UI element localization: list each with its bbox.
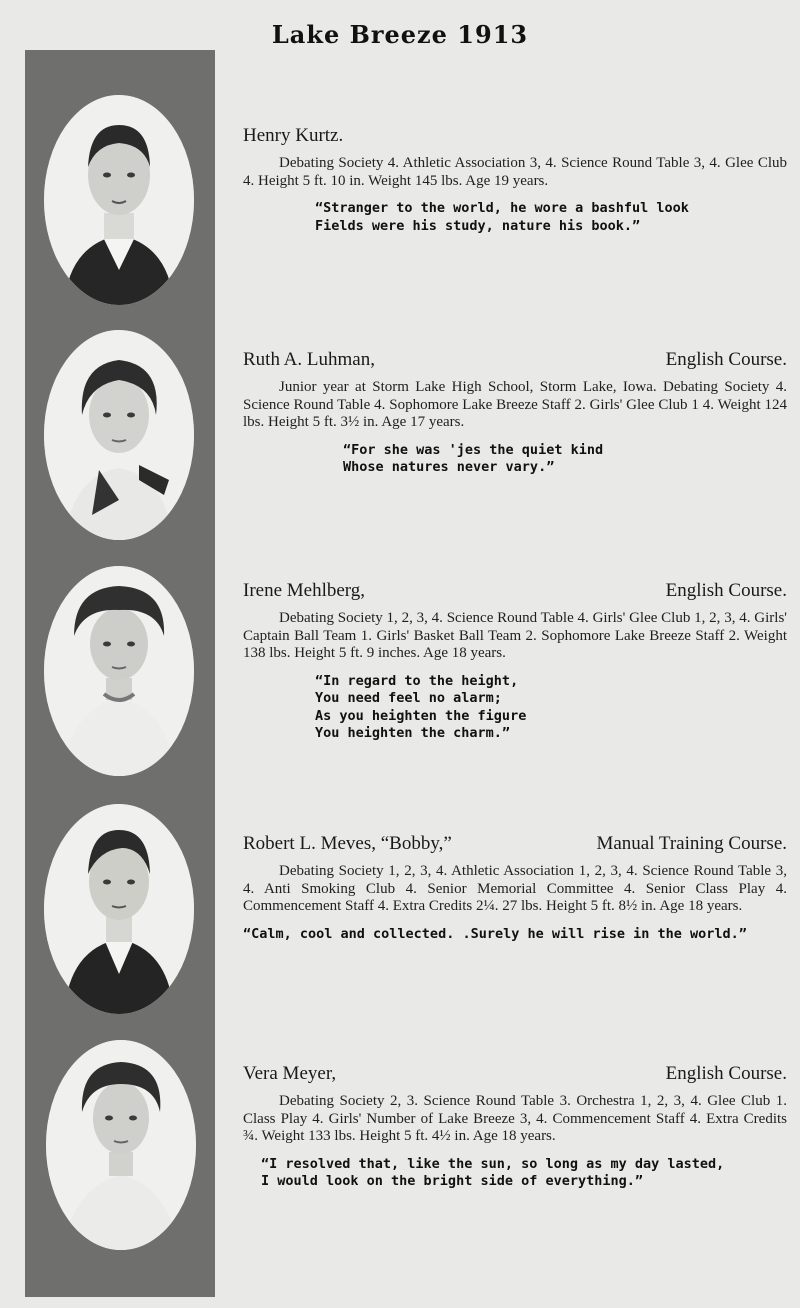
student-quote: “I resolved that, like the sun, so long as my day lasted, I would look on the bright side of everything.” — [261, 1155, 725, 1189]
page-header: Lake Breeze 1913 — [271, 20, 529, 49]
student-course: English Course. — [665, 349, 787, 370]
portrait-irene-mehlberg — [44, 566, 194, 776]
student-quote: “In regard to the height, You need feel no alarm; As you heighten the figure You heighten the charm.” — [315, 672, 527, 741]
portrait-ruth-luhman — [44, 330, 194, 540]
student-description: Debating Society 2, 3. Science Round Table 3. Orchestra 1, 2, 3, 4. Glee Club 1. Class Play 4. Girls' Number of Lake Breeze 3, 4. Commencement Staff 4. Extra Credits ¾. Weight 133 lbs. Height 5 ft. 4½ in. Age 18 years. — [243, 1093, 787, 1144]
portrait-robert-meves — [44, 804, 194, 1014]
entry-irene-mehlberg — [243, 580, 787, 743]
entry-robert-meves — [243, 833, 787, 943]
entry-ruth-luhman — [243, 349, 787, 477]
student-name: Irene Mehlberg, — [243, 580, 366, 601]
student-description: Debating Society 1, 2, 3, 4. Athletic Association 1, 2, 3, 4. Science Round Table 3, 4. Anti Smoking Club 4. Senior Memorial Committee 4. Senior Class Play 4. Commencement Staff 4. Extra Credits 2¼. 27 lbs. Height 5 ft. 8½ in. Age 18 years. — [243, 863, 787, 914]
man-portrait-icon — [44, 804, 194, 1014]
woman-portrait-icon — [46, 1040, 196, 1250]
student-name: Vera Meyer, — [243, 1063, 337, 1084]
name-row — [243, 1063, 787, 1085]
name-row — [243, 580, 787, 602]
student-description: Debating Society 1, 2, 3, 4. Science Round Table 4. Girls' Glee Club 1, 2, 3, 4. Girls' Captain Ball Team 1. Girls' Basket Ball Team 2. Sophomore Lake Breeze Staff 2. Weight 138 lbs. Height 5 ft. 9 inches. Age 18 years. — [243, 610, 787, 661]
student-name: Henry Kurtz. — [243, 125, 344, 146]
woman-portrait-icon — [44, 566, 194, 776]
portrait-vera-meyer — [46, 1040, 196, 1250]
student-name: Ruth A. Luhman, — [243, 349, 375, 370]
woman-portrait-icon — [44, 330, 194, 540]
man-portrait-icon — [44, 95, 194, 305]
student-description: Junior year at Storm Lake High School, Storm Lake, Iowa. Debating Society 4. Science Round Table 4. Sophomore Lake Breeze Staff 2. Girls' Glee Club 1 4. Weight 124 lbs. Height 5 ft. 3½ in. Age 17 years. — [243, 379, 787, 430]
entry-vera-meyer — [243, 1063, 787, 1191]
student-name: Robert L. Meves, “Bobby,” — [243, 833, 452, 854]
student-course: English Course. — [665, 580, 787, 601]
student-course: English Course. — [665, 1063, 787, 1084]
entry-henry-kurtz — [243, 125, 787, 235]
portrait-henry-kurtz — [44, 95, 194, 305]
student-quote: “Stranger to the world, he wore a bashful look Fields were his study, nature his book.” — [315, 200, 689, 234]
student-quote: “Calm, cool and collected. .Surely he will rise in the world.” — [243, 925, 747, 942]
name-row — [243, 833, 787, 855]
student-course: Manual Training Course. — [596, 833, 787, 854]
name-row — [243, 125, 787, 147]
name-row — [243, 349, 787, 371]
student-description: Debating Society 4. Athletic Association 3, 4. Science Round Table 3, 4. Glee Club 4. Height 5 ft. 10 in. Weight 145 lbs. Age 19 years. — [243, 155, 787, 189]
student-quote: “For she was 'jes the quiet kind Whose natures never vary.” — [343, 441, 604, 475]
